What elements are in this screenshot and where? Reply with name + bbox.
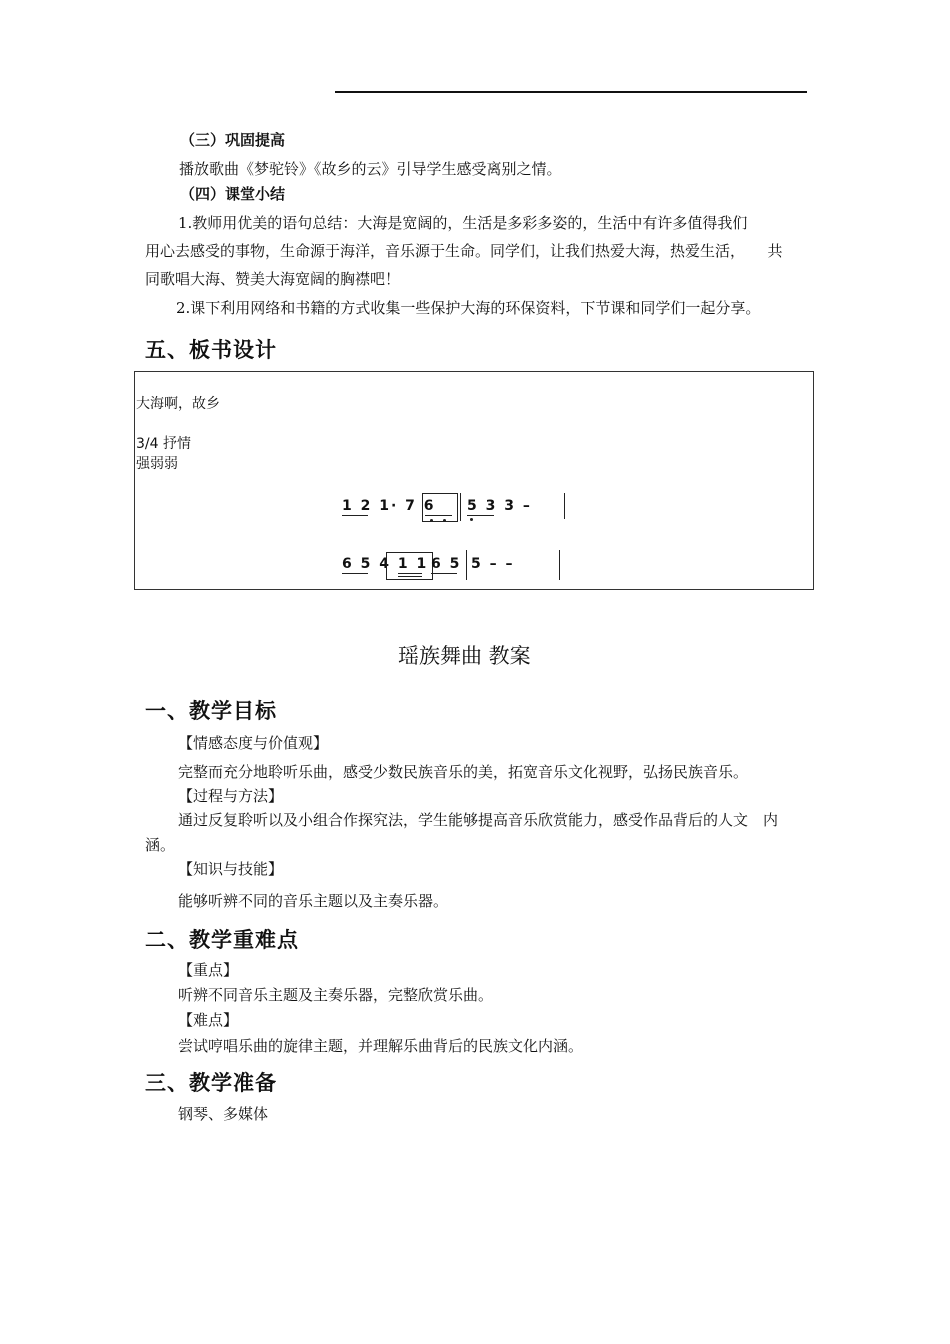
- score-barline: [460, 493, 461, 521]
- board-strength: 强弱弱: [136, 456, 178, 472]
- key-text: 听辨不同音乐主题及主奏乐器，完整欣赏乐曲。: [178, 986, 494, 1004]
- diff-text: 尝试哼唱乐曲的旋律主题，并理解乐曲背后的民族文化内涵。: [178, 1037, 584, 1055]
- goal2-line1: 通过反复聆听以及小组合作探究法，学生能够提高音乐欣赏能力，感受作品背后的人文 内: [178, 811, 779, 829]
- goal3-label: 【知识与技能】: [178, 860, 284, 878]
- score-barline: [466, 550, 467, 580]
- score-line1-box: [422, 493, 458, 522]
- goal3-text: 能够听辨不同的音乐主题以及主奏乐器。: [178, 892, 449, 910]
- score-underline: [467, 515, 494, 516]
- score-underline: [342, 573, 368, 574]
- summary-p1-line2: 用心去感受的事物，生命源于海洋，音乐源于生命。同学们，让我们热爱大海，热爱生活， 共: [145, 242, 783, 260]
- score-line1-part1: 1 2 1· 7 6: [342, 498, 436, 514]
- goal1-text: 完整而充分地聆听乐曲，感受少数民族音乐的美，拓宽音乐文化视野，弘扬民族音乐。: [178, 763, 749, 781]
- score-low-dot: [470, 518, 473, 521]
- diff-label: 【难点】: [178, 1011, 239, 1029]
- summary-p1-line1: 1.教师用优美的语句总结：大海是宽阔的，生活是多彩多姿的，生活中有许多值得我们: [178, 214, 748, 232]
- score-low-dot: [443, 519, 446, 522]
- goal1-label: 【情感态度与价值观】: [178, 734, 329, 752]
- summary-p2: 2.课下利用网络和书籍的方式收集一些保护大海的环保资料，下节课和同学们一起分享。: [176, 299, 761, 317]
- header-rule: [335, 91, 807, 93]
- score-line1-part2: 5 3 3 –: [467, 498, 532, 514]
- goals-heading: 一、教学目标: [145, 699, 277, 723]
- board-heading: 五、板书设计: [145, 338, 277, 362]
- keypoints-heading: 二、教学重难点: [145, 928, 299, 952]
- score-underline: [425, 515, 452, 516]
- score-line2-part1: 6 5 4 1 1: [342, 556, 429, 572]
- board-design-box: [134, 371, 814, 590]
- score-double-underline: [398, 576, 422, 577]
- score-underline: [398, 573, 422, 574]
- board-song-title: 大海啊，故乡: [136, 396, 220, 412]
- score-underline: [431, 573, 457, 574]
- score-barline: [559, 550, 560, 580]
- score-line2-part3: 5 – –: [471, 556, 515, 572]
- score-barline: [564, 493, 565, 519]
- section3-text: 播放歌曲《梦驼铃》《故乡的云》引导学生感受离别之情。: [179, 160, 562, 178]
- goal2-line2: 涵。: [145, 836, 176, 854]
- summary-p1-line3: 同歌唱大海、赞美大海宽阔的胸襟吧！: [145, 270, 401, 288]
- prep-text: 钢琴、多媒体: [178, 1105, 269, 1123]
- score-line2-part2: 6 5: [431, 556, 462, 572]
- prep-heading: 三、教学准备: [145, 1071, 277, 1095]
- lesson-title: 瑶族舞曲 教案: [398, 644, 531, 668]
- section4-heading: （四）课堂小结: [180, 185, 286, 203]
- goal2-label: 【过程与方法】: [178, 787, 284, 805]
- score-low-dot: [430, 519, 433, 522]
- board-meter: 3/4 抒情: [136, 436, 191, 452]
- score-underline: [342, 515, 368, 516]
- section3-heading: （三）巩固提高: [180, 131, 286, 149]
- key-label: 【重点】: [178, 961, 239, 979]
